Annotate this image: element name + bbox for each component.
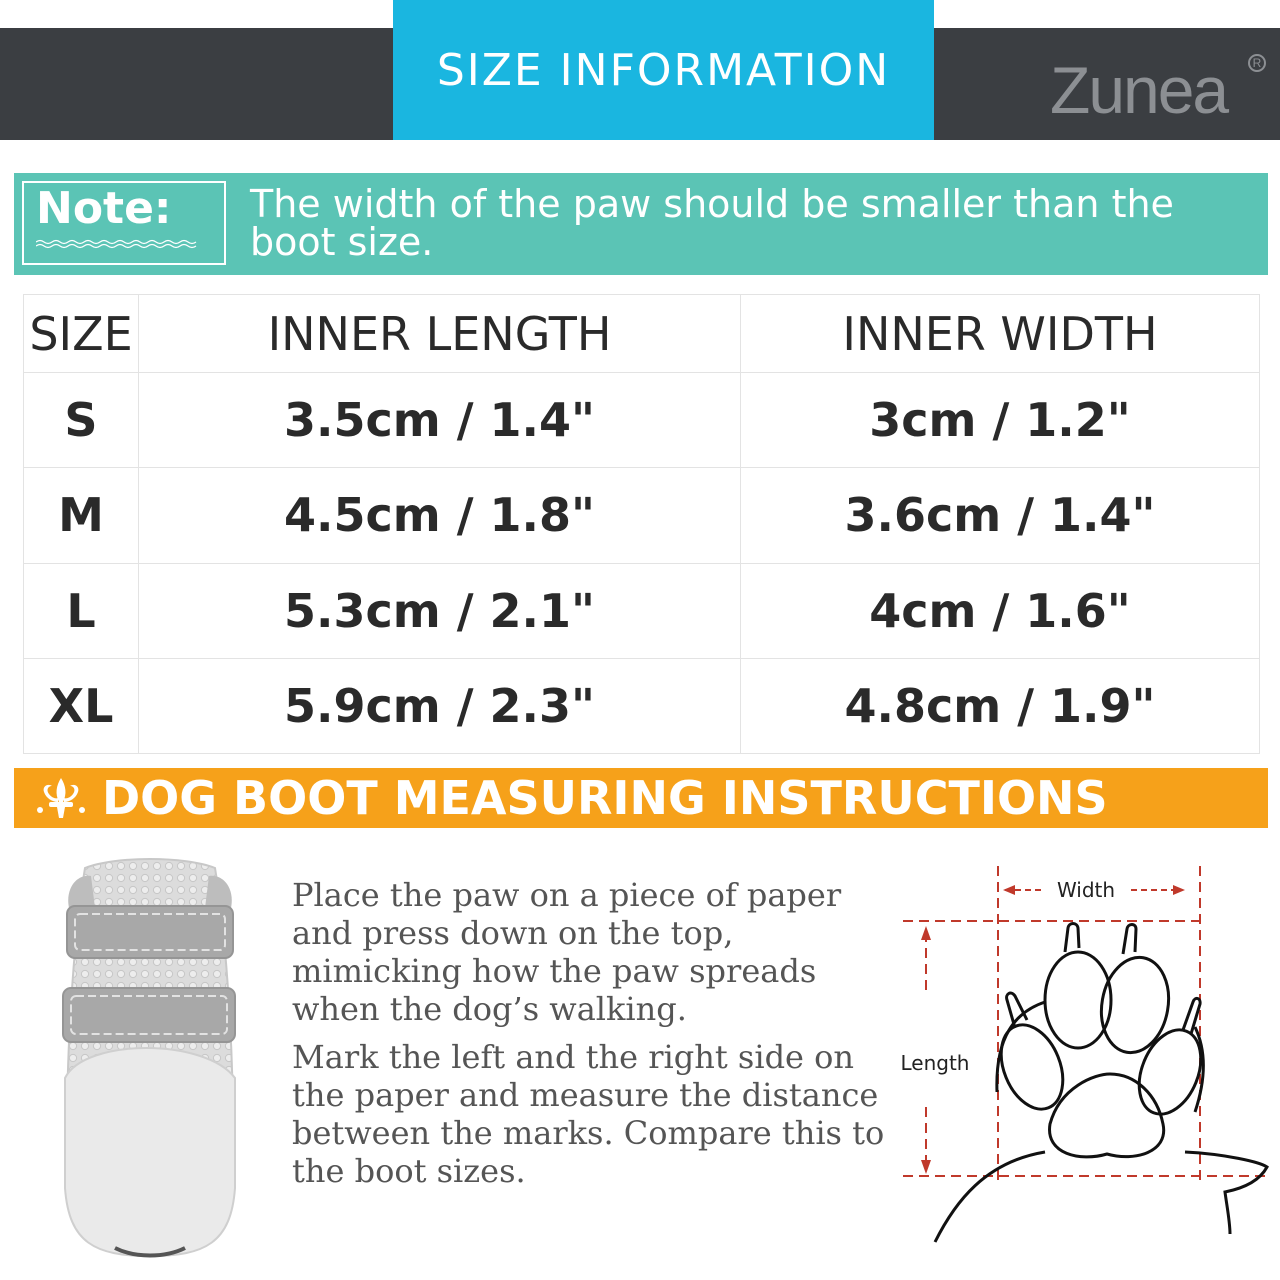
table-row bbox=[24, 563, 1260, 658]
table-row bbox=[24, 373, 1260, 468]
width-cell: 3cm / 1.2" bbox=[741, 373, 1260, 468]
size-cell: S bbox=[24, 373, 139, 468]
width-cell: 3.6cm / 1.4" bbox=[741, 468, 1260, 563]
note-label: Note: bbox=[36, 183, 172, 234]
length-label: Length bbox=[900, 1051, 970, 1075]
note-bar bbox=[14, 173, 1268, 275]
width-cell: 4.8cm / 1.9" bbox=[741, 658, 1260, 753]
table-row bbox=[24, 658, 1260, 753]
column-header-inner-width: INNER WIDTH bbox=[741, 295, 1260, 373]
dog-boot-image bbox=[55, 848, 245, 1260]
width-label: Width bbox=[1056, 878, 1116, 902]
length-cell: 5.3cm / 2.1" bbox=[139, 563, 741, 658]
fleur-de-lis-icon bbox=[34, 776, 88, 820]
table-row bbox=[24, 468, 1260, 563]
note-text: The width of the paw should be smaller than the boot size. bbox=[250, 182, 1174, 264]
table-header-row bbox=[24, 295, 1260, 373]
brand-logo: Zunea bbox=[1050, 53, 1228, 127]
paw-measurement-diagram bbox=[895, 862, 1270, 1252]
size-table bbox=[23, 294, 1260, 754]
paw-icon bbox=[935, 924, 1267, 1243]
length-cell: 5.9cm / 2.3" bbox=[139, 658, 741, 753]
length-cell: 4.5cm / 1.8" bbox=[139, 468, 741, 563]
size-cell: L bbox=[24, 563, 139, 658]
instruction-paragraph: Place the paw on a piece of paper and press down on the top, mimicking how the paw spreads when the dog’s walking. bbox=[292, 876, 842, 1028]
size-cell: M bbox=[24, 468, 139, 563]
title-tab bbox=[393, 0, 934, 140]
registered-mark: R bbox=[1248, 54, 1266, 72]
page-title: SIZE INFORMATION bbox=[436, 44, 891, 96]
instructions-text bbox=[292, 876, 902, 1200]
width-cell: 4cm / 1.6" bbox=[741, 563, 1260, 658]
size-cell: XL bbox=[24, 658, 139, 753]
wave-decoration-icon bbox=[36, 239, 200, 249]
column-header-size: SIZE bbox=[24, 295, 139, 373]
instructions-title: DOG BOOT MEASURING INSTRUCTIONS bbox=[102, 771, 1108, 825]
instructions-bar bbox=[14, 768, 1268, 828]
length-cell: 3.5cm / 1.4" bbox=[139, 373, 741, 468]
instruction-paragraph: Mark the left and the right side on the paper and measure the distance between the marks. Compare this to the boot sizes. bbox=[292, 1038, 885, 1190]
column-header-inner-length: INNER LENGTH bbox=[139, 295, 741, 373]
